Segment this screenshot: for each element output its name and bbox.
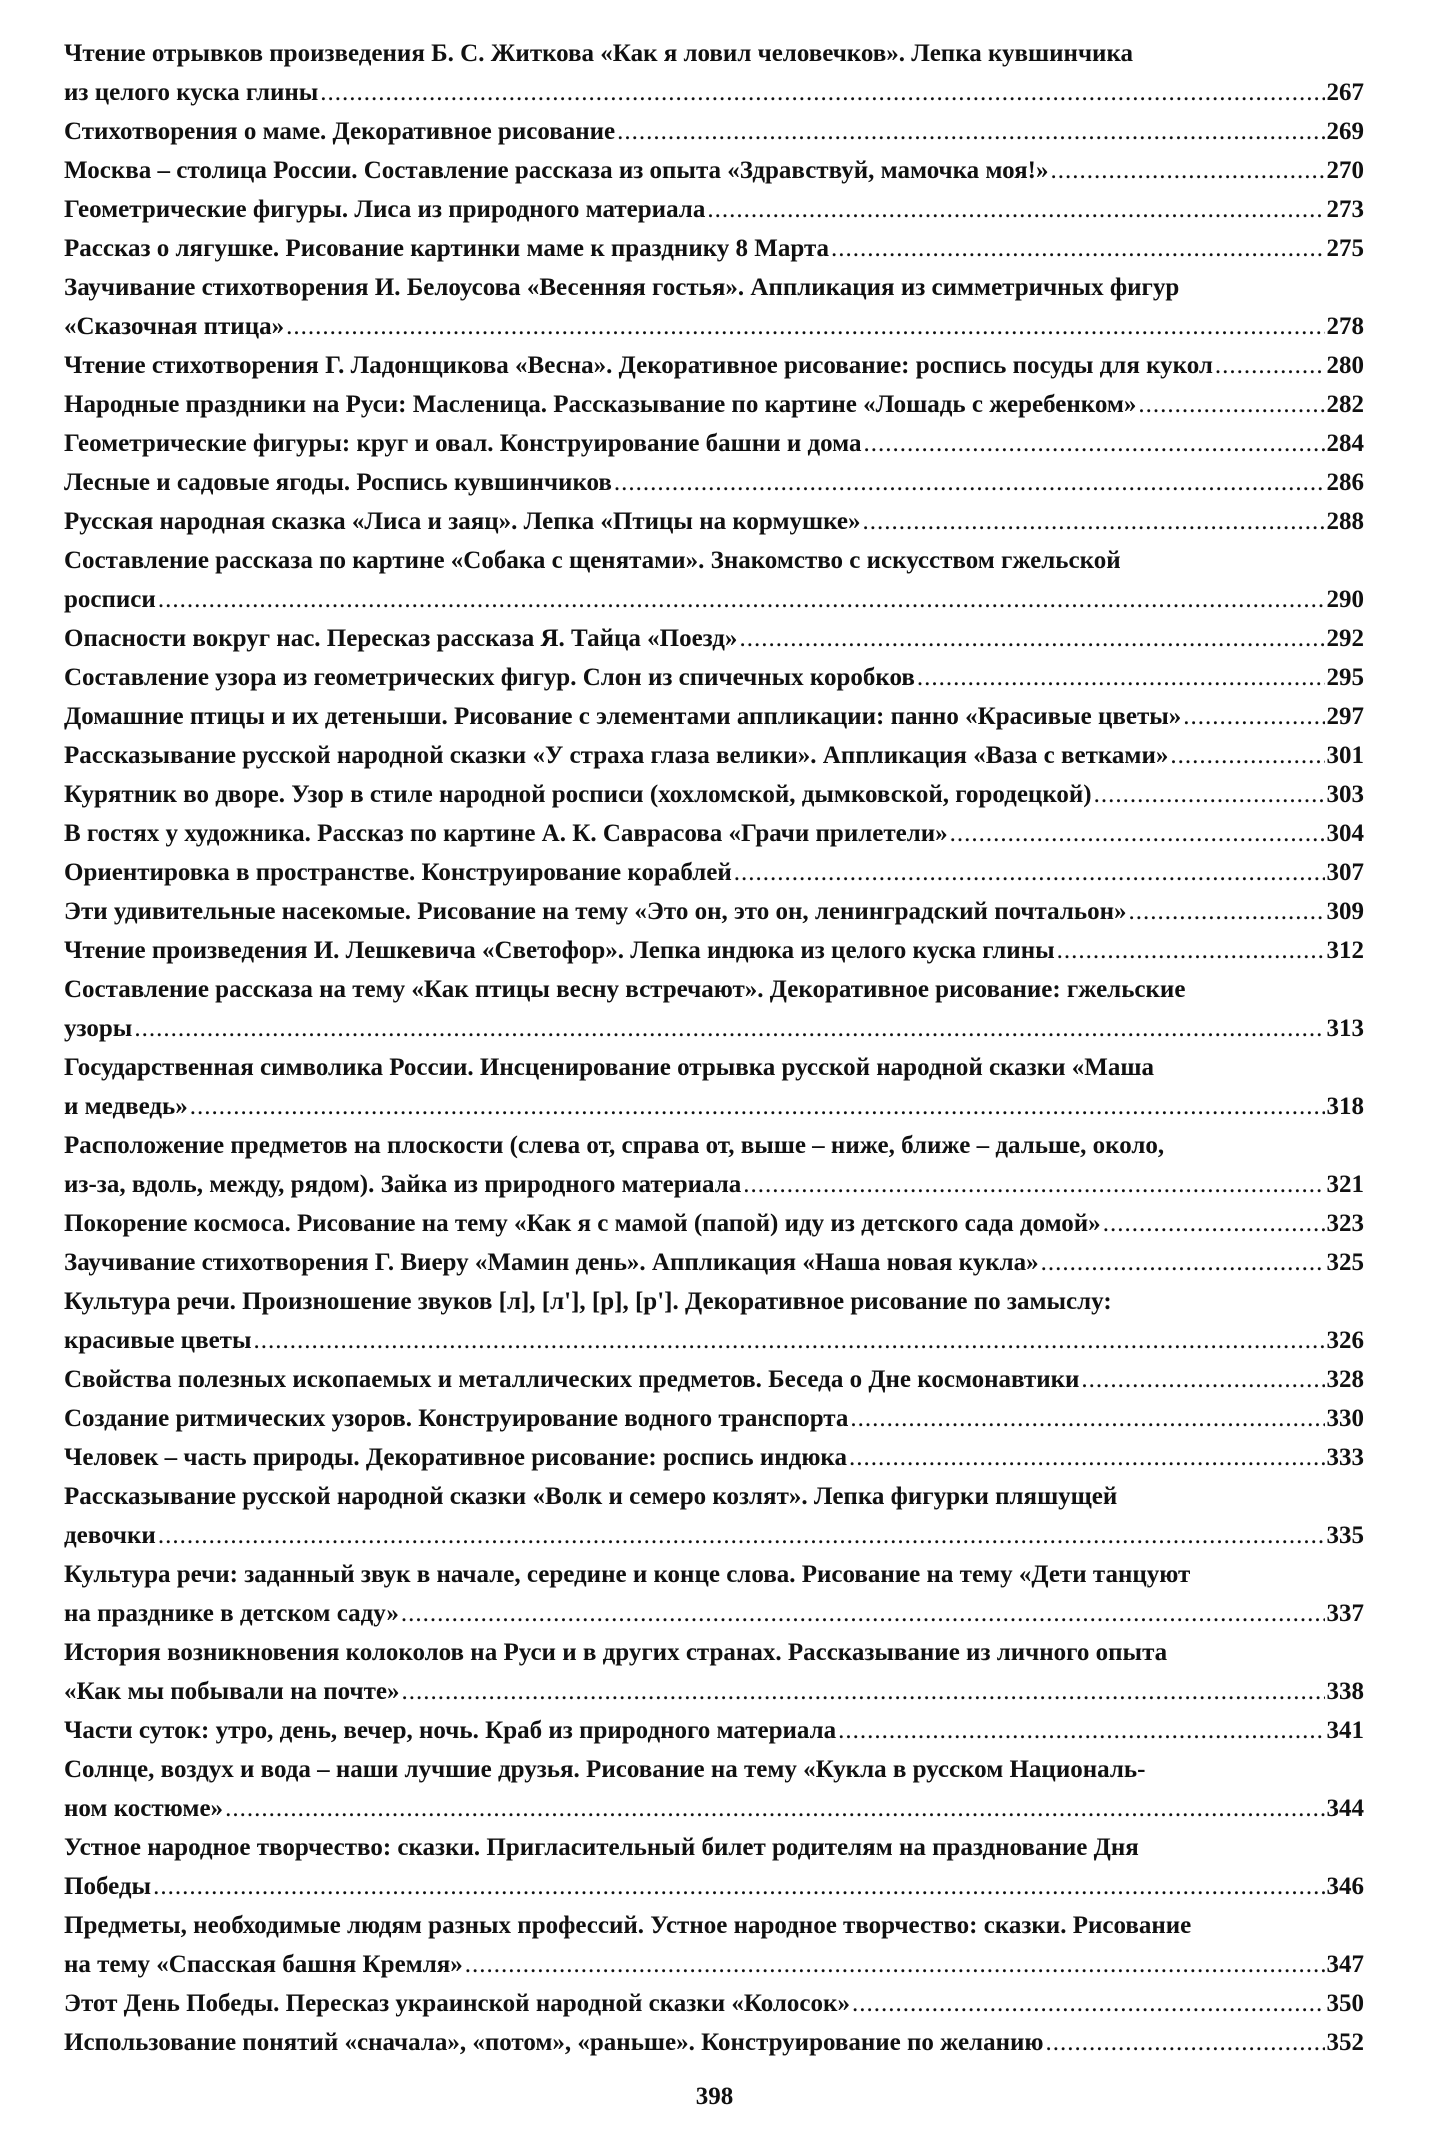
toc-entry-title: Части суток: утро, день, вечер, ночь. Краб из природного материала [64, 1717, 837, 1744]
toc-entry-page: 318 [1326, 1093, 1364, 1120]
toc-entry-title: Использование понятий «сначала», «потом», «раньше». Конструирование по желанию [64, 2029, 1044, 2056]
toc-entry-page: 304 [1326, 820, 1364, 847]
toc-entry [64, 1399, 1364, 1438]
dot-leader [1183, 697, 1324, 736]
dot-leader [838, 1711, 1324, 1750]
toc-entry-page: 292 [1326, 625, 1364, 652]
toc-entry-title: Человек – часть природы. Декоративное рисование: роспись индюка [64, 1444, 847, 1471]
toc-entry-title: из целого куска глины [64, 79, 319, 106]
toc-entry-page: 335 [1326, 1522, 1364, 1549]
toc-entry-title: Лесные и садовые ягоды. Роспись кувшинчиков [64, 469, 612, 496]
dot-leader [1041, 1243, 1325, 1282]
dot-leader [864, 424, 1325, 463]
dot-leader [401, 1594, 1325, 1633]
toc-entry-page: 284 [1326, 430, 1364, 457]
toc-entry-page: 352 [1326, 2029, 1364, 2056]
toc-entry [64, 892, 1364, 931]
toc-entry [64, 970, 1364, 1048]
toc-entry-title: Свойства полезных ископаемых и металлических предметов. Беседа о Дне космонавтики [64, 1366, 1080, 1393]
toc-entry [64, 1711, 1364, 1750]
toc-entry-page: 270 [1326, 157, 1364, 184]
toc-entry-title: Геометрические фигуры: круг и овал. Конструирование башни и дома [64, 430, 862, 457]
toc-entry-title: «Как мы побывали на почте» [64, 1678, 400, 1705]
dot-leader [1081, 1360, 1324, 1399]
toc-entry-page: 280 [1326, 352, 1364, 379]
dot-leader [1138, 385, 1324, 424]
dot-leader [1094, 775, 1325, 814]
toc-entry-page: 333 [1326, 1444, 1364, 1471]
toc-entry-page: 330 [1326, 1405, 1364, 1432]
toc-entry-title-line: История возникновения колоколов на Руси и в других странах. Рассказывание из личного опыта [64, 1639, 1168, 1666]
toc-entry-title-line: Составление рассказа на тему «Как птицы весну встречают». Декоративное рисование: гжельские [64, 976, 1186, 1003]
toc-entry-page: 278 [1326, 313, 1364, 340]
toc-entry-page: 309 [1326, 898, 1364, 925]
toc-entry [64, 424, 1364, 463]
toc-entry-title: Москва – столица России. Составление рассказа из опыта «Здравствуй, мамочка моя!» [64, 157, 1049, 184]
toc-entry-title-line: Рассказывание русской народной сказки «Волк и семеро козлят». Лепка фигурки пляшущей [64, 1483, 1118, 1510]
toc-entry-page: 338 [1326, 1678, 1364, 1705]
toc-entry-title: из-за, вдоль, между, рядом). Зайка из природного материала [64, 1171, 742, 1198]
toc-entry [64, 190, 1364, 229]
toc-entry [64, 463, 1364, 502]
toc-entry [64, 1048, 1364, 1126]
dot-leader [153, 1867, 1324, 1906]
toc-entry [64, 151, 1364, 190]
dot-leader [1051, 151, 1325, 190]
toc-entry-page: 269 [1326, 118, 1364, 145]
toc-entry-title: Курятник во дворе. Узор в стиле народной росписи (хохломской, дымковской, городецкой) [64, 781, 1092, 808]
toc-entry-title-line: Расположение предметов на плоскости (слева от, справа от, выше – ниже, ближе – дальше, около, [64, 1132, 1165, 1159]
toc-entry-page: 341 [1326, 1717, 1364, 1744]
dot-leader [950, 814, 1325, 853]
toc-entry [64, 1906, 1364, 1984]
toc-entry [64, 2023, 1364, 2062]
dot-leader [1170, 736, 1324, 775]
toc-entry-title-line: Заучивание стихотворения И. Белоусова «Весенняя гостья». Аппликация из симметричных фигур [64, 274, 1180, 301]
toc-entry-title-line: Государственная символика России. Инсценирование отрывка русской народной сказки «Маша [64, 1054, 1154, 1081]
toc-entry [64, 814, 1364, 853]
toc-entry [64, 1477, 1364, 1555]
dot-leader [158, 580, 1325, 619]
toc-entry-title: Победы [64, 1873, 152, 1900]
toc-entry-page: 307 [1326, 859, 1364, 886]
toc-entry-page: 344 [1326, 1795, 1364, 1822]
toc-entry-title-line: Чтение отрывков произведения Б. С. Житкова «Как я ловил человечков». Лепка кувшинчика [64, 40, 1133, 67]
dot-leader [739, 619, 1324, 658]
toc-entry-title: Домашние птицы и их детеныши. Рисование с элементами аппликации: панно «Красивые цветы» [64, 703, 1182, 730]
toc-entry [64, 1126, 1364, 1204]
toc-entry-title: Русская народная сказка «Лиса и заяц». Лепка «Птицы на кормушке» [64, 508, 861, 535]
toc-entry-title-line: Солнце, воздух и вода – наши лучшие друзья. Рисование на тему «Кукла в русском Националь- [64, 1756, 1146, 1783]
toc-entry-title: Составление узора из геометрических фигур. Слон из спичечных коробков [64, 664, 915, 691]
toc-entry-title-line: Составление рассказа по картине «Собака с щенятами». Знакомство с искусством гжельской [64, 547, 1121, 574]
toc-entry [64, 1555, 1364, 1633]
toc-entry-page: 346 [1326, 1873, 1364, 1900]
toc-entry-title: Чтение произведения И. Лешкевича «Светофор». Лепка индюка из целого куска глины [64, 937, 1055, 964]
toc-entry-title: на празднике в детском саду» [64, 1600, 399, 1627]
toc-entry-page: 301 [1326, 742, 1364, 769]
toc-entry-page: 286 [1326, 469, 1364, 496]
toc-entry-title: на тему «Спасская башня Кремля» [64, 1951, 463, 1978]
toc-entry-page: 325 [1326, 1249, 1364, 1276]
toc-entry-title: Чтение стихотворения Г. Ладонщикова «Весна». Декоративное рисование: роспись посуды для кукол [64, 352, 1213, 379]
toc-entry [64, 385, 1364, 424]
dot-leader [707, 190, 1324, 229]
dot-leader [134, 1009, 1324, 1048]
toc-entry [64, 775, 1364, 814]
dot-leader [734, 853, 1325, 892]
dot-leader [831, 229, 1324, 268]
toc-entry [64, 541, 1364, 619]
toc-entry-title: В гостях у художника. Рассказ по картине А. К. Саврасова «Грачи прилетели» [64, 820, 948, 847]
toc-entry-title: Рассказ о лягушке. Рисование картинки маме к празднику 8 Марта [64, 235, 830, 262]
dot-leader [852, 1984, 1325, 2023]
toc-entry [64, 229, 1364, 268]
dot-leader [614, 463, 1325, 502]
toc-entry-page: 288 [1326, 508, 1364, 535]
toc-entry-title: Заучивание стихотворения Г. Виеру «Мамин день». Аппликация «Наша новая кукла» [64, 1249, 1039, 1276]
toc-entry-page: 290 [1326, 586, 1364, 613]
toc-entry-page: 297 [1326, 703, 1364, 730]
toc-entry-page: 295 [1326, 664, 1364, 691]
dot-leader [862, 502, 1324, 541]
toc-entry [64, 34, 1364, 112]
dot-leader [190, 1087, 1325, 1126]
toc-entry-title: Создание ритмических узоров. Конструирование водного транспорта [64, 1405, 849, 1432]
toc-entry [64, 1828, 1364, 1906]
toc-entry-title: девочки [64, 1522, 156, 1549]
toc-entry-page: 312 [1326, 937, 1364, 964]
toc-entry [64, 697, 1364, 736]
dot-leader [743, 1165, 1324, 1204]
toc-entry-page: 313 [1326, 1015, 1364, 1042]
toc-entry [64, 619, 1364, 658]
toc-entry [64, 502, 1364, 541]
toc-entry [64, 853, 1364, 892]
toc-entry [64, 346, 1364, 385]
toc-entry [64, 268, 1364, 346]
dot-leader [1046, 2023, 1325, 2062]
dot-leader [917, 658, 1325, 697]
toc-entry-title-line: Предметы, необходимые людям разных профессий. Устное народное творчество: сказки. Рисование [64, 1912, 1192, 1939]
toc-entry-title: Этот День Победы. Пересказ украинской народной сказки «Колосок» [64, 1990, 850, 2017]
toc-entry [64, 1360, 1364, 1399]
toc-entry-page: 337 [1326, 1600, 1364, 1627]
toc-entry-title: Опасности вокруг нас. Пересказ рассказа Я. Тайца «Поезд» [64, 625, 738, 652]
toc-entry [64, 1438, 1364, 1477]
toc-entry-title-line: Культура речи. Произношение звуков [л], [л'], [р], [р']. Декоративное рисование по замыслу: [64, 1288, 1112, 1315]
toc-entry [64, 1282, 1364, 1360]
dot-leader [286, 307, 1324, 346]
dot-leader [401, 1672, 1324, 1711]
toc-entry-title: Рассказывание русской народной сказки «У страха глаза велики». Аппликация «Ваза с ветками» [64, 742, 1169, 769]
toc-entry-title-line: Устное народное творчество: сказки. Пригласительный билет родителям на празднование Дня [64, 1834, 1139, 1861]
dot-leader [465, 1945, 1325, 1984]
toc-entry [64, 1984, 1364, 2023]
toc-entry-title-line: Культура речи: заданный звук в начале, середине и конце слова. Рисование на тему «Дети танцуют [64, 1561, 1191, 1588]
toc-entry-page: 350 [1326, 1990, 1364, 2017]
dot-leader [1057, 931, 1325, 970]
dot-leader [850, 1399, 1324, 1438]
toc-entry [64, 931, 1364, 970]
toc-entry-title: и медведь» [64, 1093, 188, 1120]
toc-entry-page: 273 [1326, 196, 1364, 223]
toc-entry-page: 303 [1326, 781, 1364, 808]
dot-leader [1129, 892, 1325, 931]
toc-entry-title: Покорение космоса. Рисование на тему «Как я с мамой (папой) иду из детского сада домой» [64, 1210, 1101, 1237]
toc-entry [64, 658, 1364, 697]
toc-entry-page: 326 [1326, 1327, 1364, 1354]
toc-entry-page: 328 [1326, 1366, 1364, 1393]
toc-entry-title: красивые цветы [64, 1327, 252, 1354]
toc-entry-title: росписи [64, 586, 156, 613]
dot-leader [617, 112, 1324, 151]
toc-entry-title: Ориентировка в пространстве. Конструирование кораблей [64, 859, 732, 886]
dot-leader [158, 1516, 1325, 1555]
dot-leader [253, 1321, 1324, 1360]
dot-leader [225, 1789, 1324, 1828]
toc-entry-title: «Сказочная птица» [64, 313, 285, 340]
dot-leader [320, 73, 1324, 112]
toc-entry-page: 321 [1326, 1171, 1364, 1198]
toc-entry [64, 1243, 1364, 1282]
toc-entry-title: узоры [64, 1015, 133, 1042]
toc-entry-page: 323 [1326, 1210, 1364, 1237]
toc-entry-title: Эти удивительные насекомые. Рисование на тему «Это он, это он, ленинградский почтальон» [64, 898, 1127, 925]
toc-entry [64, 736, 1364, 775]
dot-leader [1103, 1204, 1325, 1243]
page-number: 398 [695, 2083, 734, 2110]
toc-entry-page: 267 [1326, 79, 1364, 106]
dot-leader [849, 1438, 1325, 1477]
toc-entry-page: 347 [1326, 1951, 1364, 1978]
toc-entry-title: Геометрические фигуры. Лиса из природного материала [64, 196, 706, 223]
toc-entry-title: Народные праздники на Руси: Масленица. Рассказывание по картине «Лошадь с жеребенком» [64, 391, 1137, 418]
dot-leader [1215, 346, 1325, 385]
table-of-contents [64, 34, 1364, 2062]
toc-entry [64, 1750, 1364, 1828]
toc-entry [64, 1633, 1364, 1711]
toc-entry-title: ном костюме» [64, 1795, 224, 1822]
toc-entry-page: 282 [1326, 391, 1364, 418]
toc-entry-page: 275 [1326, 235, 1364, 262]
toc-entry [64, 112, 1364, 151]
toc-entry [64, 1204, 1364, 1243]
toc-entry-title: Стихотворения о маме. Декоративное рисование [64, 118, 616, 145]
